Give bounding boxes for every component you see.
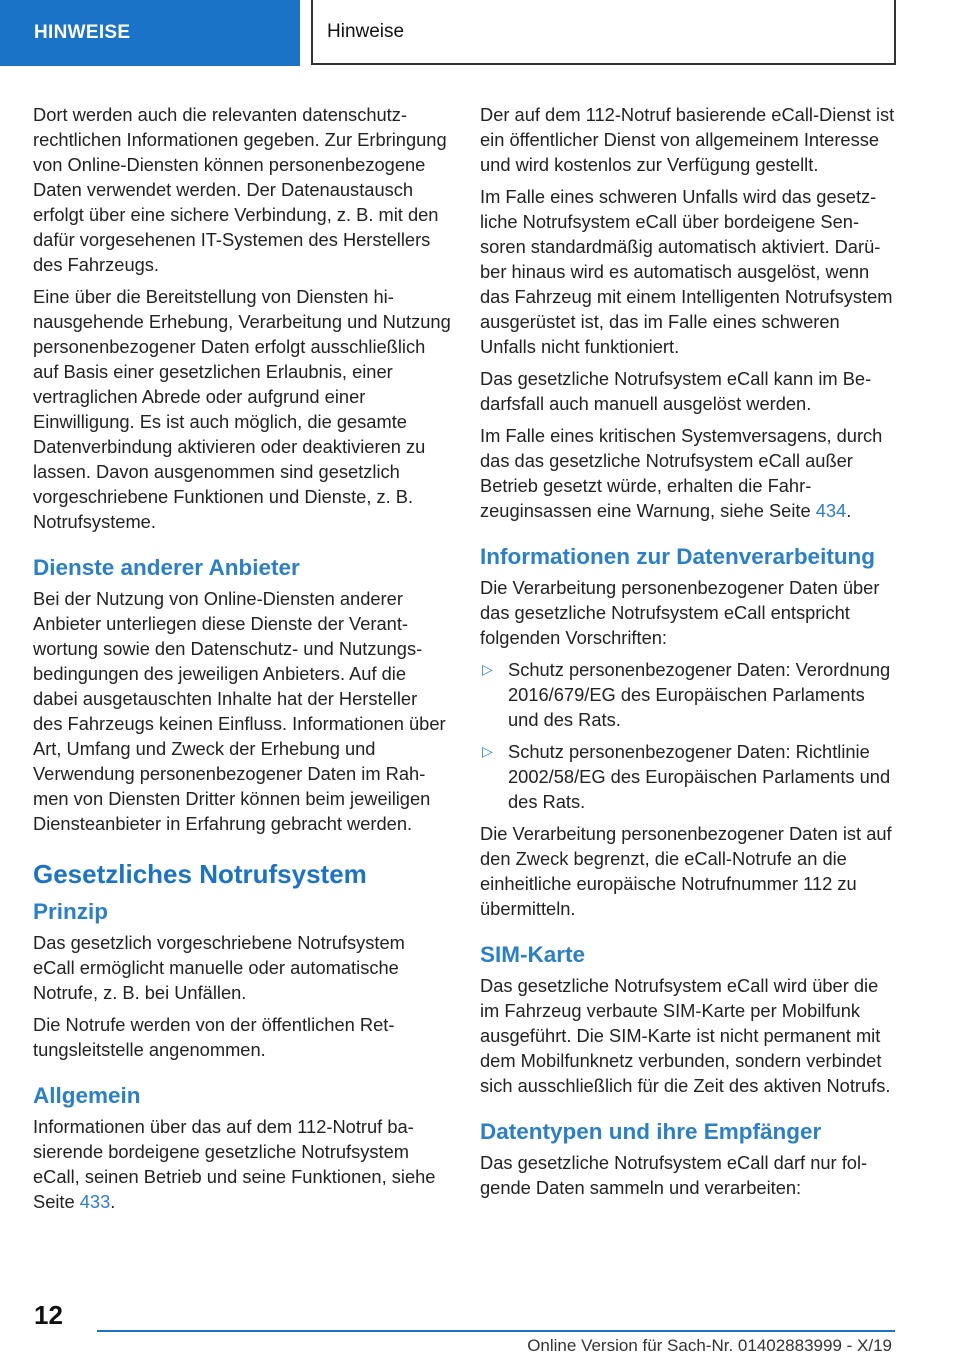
paragraph: Das gesetzlich vorgeschriebene Notrufsystem eCall ermöglicht manuelle oder automatische Notrufe, z. B. bei Unfällen. [33,932,405,1003]
list-item-text: Schutz personenbezogener Daten: Richtlinie 2002/58/EG des Europäischen Parlaments und des Rats. [508,741,891,812]
paragraph: Der auf dem 112-Notruf basierende eCall-Dienst ist ein öffentlicher Dienst von allgemeinem Interesse und wird kostenlos zur Verfügung gestellt. [480,104,895,175]
online-version-label: Online Version für Sach-Nr. 01402883999 - X/19 [527,1336,892,1355]
list-item-text: Schutz personenbezogener Daten: Verordnung 2016/679/EG des Europäischen Parlaments und des Rats. [508,659,891,730]
heading-datentypen: Datentypen und ihre Empfänger [480,1119,822,1144]
heading-sim-karte: SIM-Karte [480,942,586,967]
paragraph: Dort werden auch die relevanten datenschutzrechtlichen Informationen gegeben. Zur Erbringung von Online-Diensten können personenbezogene Daten verwendet werden. Der Datenaustausch erfolgt über eine sichere Verbindung, z. B. mit den dafür vorgesehenen IT-Systemen des Herstellers des Fahrzeugs. [33,104,447,275]
paragraph [33,1114,451,1214]
paragraph: Eine über die Bereitstellung von Diensten hinausgehende Erhebung, Verarbeitung und Nutzung personenbezogener Daten erfolgt ausschließlich auf Basis einer gesetzlichen Erlaubnis, einer vertraglichen Abrede oder aufgrund einer Einwilligung. Es ist auch möglich, die gesamte Datenverbindung aktivieren oder deaktivieren zu lassen. Davon ausgenommen sind gesetzlich vorgeschriebene Funktionen und Dienste, z. B. Notrufsysteme. [33,286,451,532]
paragraph: Die Notrufe werden von der öffentlichen Rettungsleitstelle angenommen. [33,1014,395,1060]
page-link-434[interactable]: 434 [815,500,847,521]
paragraph: Das gesetzliche Notrufsystem eCall wird über die im Fahrzeug verbaute SIM-Karte per Mobilfunk ausgeführt. Die SIM-Karte ist nicht permanent mit dem Mobilfunknetz verbunden, sondern verbindet sich ausschließlich für die Zeit des aktiven Notrufs. [480,975,891,1096]
heading-prinzip: Prinzip [33,899,109,924]
page-link-433[interactable]: 433 [79,1191,111,1212]
paragraph-end: . [110,1191,116,1212]
bullet-list [480,657,898,814]
left-column [33,102,451,1221]
paragraph-end: . [846,500,852,521]
heading-gesetzliches-notrufsystem: Gesetzliches Notrufsystem [33,859,367,889]
section-title: Hinweise [311,0,896,65]
heading-allgemein: Allgemein [33,1083,141,1108]
paragraph: Die Verarbeitung personenbezogener Daten über das gesetzliche Notrufsystem eCall entspricht folgenden Vorschriften: [480,577,880,648]
right-column [480,102,898,1207]
paragraph [480,423,898,523]
heading-informationen-zur-datenverarbeitung: Informationen zur Datenverarbeitung [480,544,876,569]
footer-divider [97,1330,895,1332]
page-number: 12 [34,1300,63,1330]
paragraph: Im Falle eines schweren Unfalls wird das gesetzliche Notrufsystem eCall über bordeigene Sensoren standardmäßig automatisch aktiviert. Darüber hinaus wird es automatisch ausgelöst, wenn das Fahrzeug mit einem Intelligenten Notrufsystem ausgerüstet ist, das im Falle eines schweren Unfalls nicht funktioniert. [480,186,893,357]
paragraph: Die Verarbeitung personenbezogener Daten ist auf den Zweck begrenzt, die eCall-Notrufe an die einheitliche europäische Notrufnummer 112 zu übermitteln. [480,823,892,919]
triangle-bullet-icon: ▷ [482,743,493,759]
paragraph: Bei der Nutzung von Online-Diensten anderer Anbieter unterliegen diese Dienste der Verantwortung sowie den Datenschutz- und Nutzungsbedingungen des jeweiligen Anbieters. Auf die dabei ausgetauschten Inhalte hat der Hersteller des Fahrzeugs keinen Einfluss. Informationen über Art, Umfang und Zweck der Erhebung und Verwendung personenbezogener Daten im Rahmen von Diensten Dritter können beim jeweiligen Diensteanbieter in Erfahrung gebracht werden. [33,588,446,834]
paragraph-text: Im Falle eines kritischen Systemversagens, durch das das gesetzliche Notrufsystem eCall außer Betrieb gesetzt würde, erhalten die Fahrzeuginsassen eine Warnung, siehe Seite [480,425,883,521]
list-item [480,739,898,814]
paragraph: Das gesetzliche Notrufsystem eCall darf nur folgende Daten sammeln und verarbeiten: [480,1152,868,1198]
paragraph-text: Informationen über das auf dem 112-Notruf basierende bordeigene gesetzliche Notrufsystem eCall, seinen Betrieb und seine Funktionen, siehe Seite [33,1116,436,1212]
paragraph: Das gesetzliche Notrufsystem eCall kann im Bedarfsfall auch manuell ausgelöst werden. [480,368,872,414]
list-item [480,657,898,732]
section-tab: HINWEISE [0,0,300,66]
triangle-bullet-icon: ▷ [482,661,493,677]
heading-dienste-anderer-anbieter: Dienste anderer Anbieter [33,555,300,580]
